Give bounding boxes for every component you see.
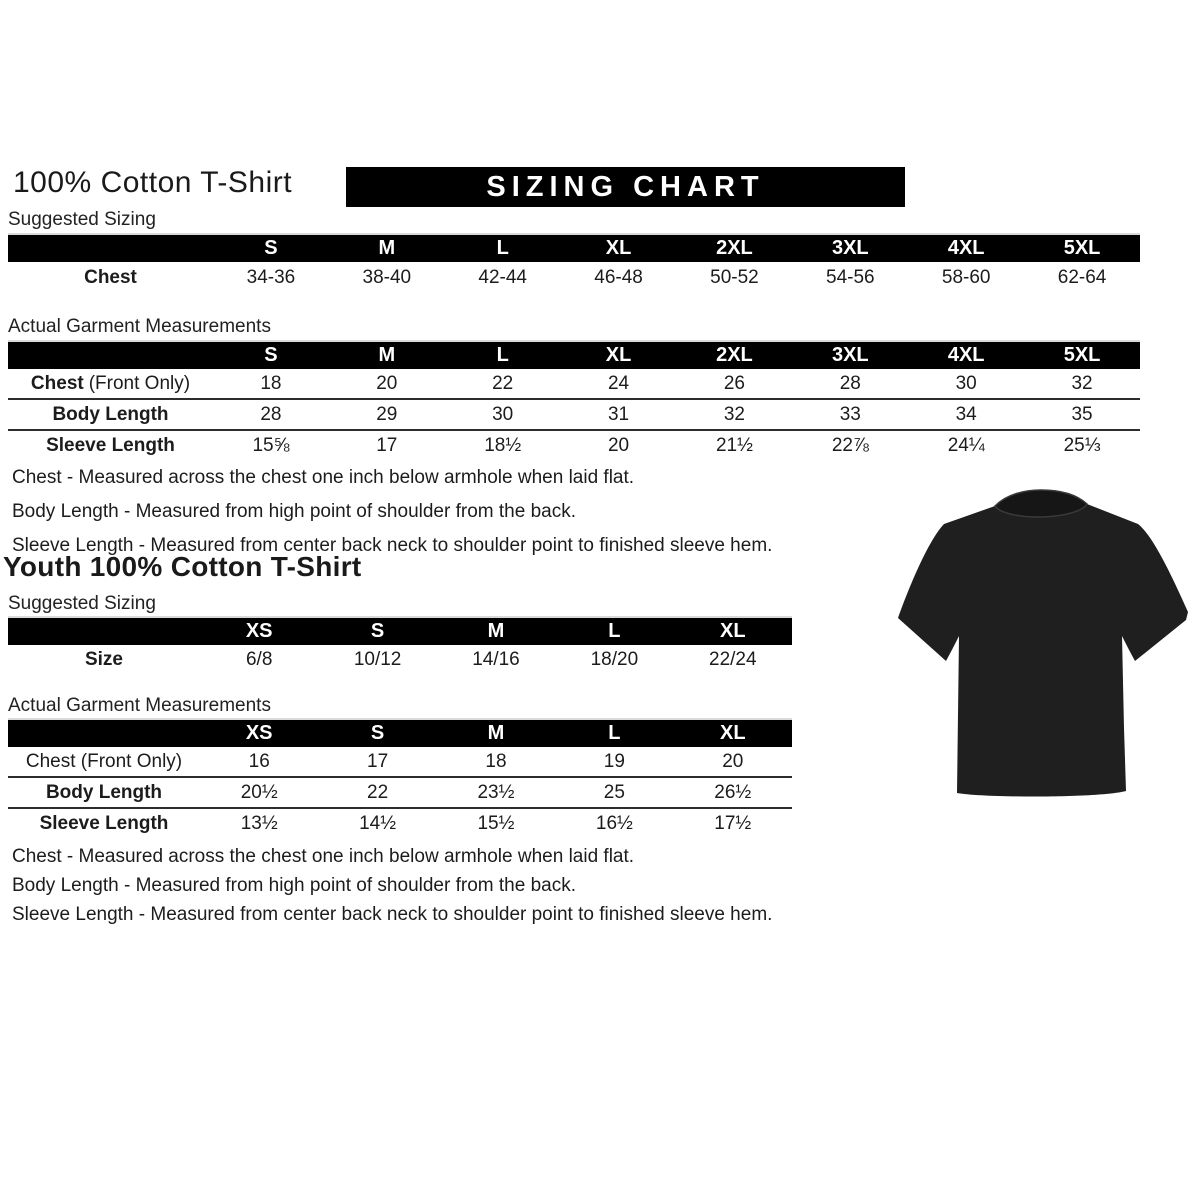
- measurement-cell: 50-52: [710, 266, 759, 288]
- size-col-header: XS: [200, 617, 318, 645]
- measurement-cell: 22: [492, 372, 514, 394]
- youth-measurement-notes: [12, 842, 772, 929]
- measurement-cell: 17: [367, 750, 389, 772]
- adult-actual-header-row: [8, 341, 1140, 369]
- measurement-cell: 20½: [200, 777, 318, 808]
- measurement-cell: 42-44: [478, 266, 527, 288]
- measurement-cell: 46-48: [594, 266, 643, 288]
- measurement-cell: 16: [248, 750, 270, 772]
- tshirt-image: [894, 488, 1192, 806]
- chest-note: Chest - Measured across the chest one inch below armhole when laid flat.: [12, 846, 635, 867]
- size-col-header: S: [213, 341, 329, 369]
- size-col-header: XL: [674, 719, 792, 747]
- measurement-cell: 30: [955, 372, 977, 394]
- measurement-cell: 25⅓: [1024, 430, 1140, 460]
- youth-actual-measurements-label: Actual Garment Measurements: [8, 695, 271, 716]
- measurement-cell: 26½: [674, 777, 792, 808]
- measurement-cell: 13½: [200, 808, 318, 838]
- measurement-cell: 29: [329, 399, 445, 430]
- row-label-suffix: (Front Only): [88, 372, 191, 394]
- size-col-header: L: [555, 617, 673, 645]
- youth-size-row: [8, 645, 792, 674]
- youth-suggested-header-row: [8, 617, 792, 645]
- size-col-header: M: [437, 617, 555, 645]
- sleeve-length-note: Sleeve Length - Measured from center back neck to shoulder point to finished sleeve hem.: [12, 904, 773, 925]
- size-col-header: 3XL: [792, 341, 908, 369]
- row-label-cell: Sleeve Length: [8, 430, 213, 460]
- measurement-cell: 14/16: [472, 648, 520, 670]
- youth-sleeve-length-row: [8, 808, 792, 838]
- size-col-header: L: [445, 341, 561, 369]
- size-col-header: XL: [561, 234, 677, 262]
- measurement-cell: 31: [561, 399, 677, 430]
- measurement-cell: 14½: [318, 808, 436, 838]
- measurement-cell: 20: [561, 430, 677, 460]
- adult-body-length-row: [8, 399, 1140, 430]
- measurement-cell: 18/20: [590, 648, 639, 670]
- adult-chest-range-row: [8, 262, 1140, 293]
- sizing-chart-banner: SIZING CHART: [346, 167, 905, 207]
- row-label-cell: Sleeve Length: [8, 808, 200, 838]
- adult-sleeve-length-row: [8, 430, 1140, 460]
- adult-chest-row: [8, 369, 1140, 399]
- sleeve-length-note: Sleeve Length - Measured from center back neck to shoulder point to finished sleeve hem.: [12, 535, 773, 556]
- header-spacer-cell: [8, 719, 200, 747]
- row-label: Chest: [30, 372, 84, 394]
- size-col-header: S: [213, 234, 329, 262]
- measurement-cell: 22: [318, 777, 436, 808]
- measurement-cell: 18: [485, 750, 507, 772]
- youth-body-length-row: [8, 777, 792, 808]
- measurement-cell: 19: [603, 750, 625, 772]
- youth-suggested-sizing-table: [8, 616, 792, 674]
- adult-actual-measurements-table: [8, 340, 1140, 460]
- row-label-cell: [8, 645, 200, 674]
- row-label-cell: Chest (Front Only): [25, 750, 183, 772]
- measurement-cell: 20: [376, 372, 398, 394]
- adult-suggested-header-row: [8, 234, 1140, 262]
- size-col-header: 4XL: [908, 341, 1024, 369]
- size-col-header: M: [329, 234, 445, 262]
- measurement-cell: 33: [792, 399, 908, 430]
- measurement-cell: 62-64: [1057, 266, 1107, 288]
- youth-suggested-sizing-label: Suggested Sizing: [8, 593, 156, 614]
- row-label: Chest: [84, 266, 137, 288]
- chest-note: Chest - Measured across the chest one inch below armhole when laid flat.: [12, 467, 635, 488]
- measurement-cell: 20: [722, 750, 744, 772]
- measurement-cell: 24¼: [908, 430, 1024, 460]
- measurement-cell: 58-60: [941, 266, 991, 288]
- youth-chest-row: [8, 747, 792, 777]
- size-col-header: 2XL: [677, 341, 793, 369]
- measurement-cell: 17: [329, 430, 445, 460]
- measurement-cell: 34: [908, 399, 1024, 430]
- measurement-cell: 34-36: [246, 266, 296, 288]
- size-col-header: 2XL: [677, 234, 793, 262]
- page-title: 100% Cotton T-Shirt: [13, 166, 293, 199]
- measurement-cell: 22/24: [709, 648, 757, 670]
- measurement-cell: 16½: [555, 808, 673, 838]
- measurement-cell: 54-56: [826, 266, 875, 288]
- size-col-header: M: [329, 341, 445, 369]
- measurement-cell: 10/12: [353, 648, 402, 670]
- adult-suggested-sizing-table: [8, 233, 1140, 293]
- adult-suggested-sizing-label: Suggested Sizing: [8, 209, 156, 230]
- measurement-cell: 25: [555, 777, 673, 808]
- measurement-cell: 24: [607, 372, 630, 394]
- measurement-cell: 35: [1024, 399, 1140, 430]
- row-label-cell: [8, 369, 213, 399]
- youth-actual-measurements-table: [8, 718, 792, 838]
- size-col-header: M: [437, 719, 555, 747]
- size-col-header: XL: [561, 341, 677, 369]
- measurement-cell: 15⅝: [213, 430, 329, 460]
- youth-actual-header-row: [8, 719, 792, 747]
- adult-measurement-notes: [12, 461, 772, 563]
- adult-actual-measurements-label: Actual Garment Measurements: [8, 316, 271, 337]
- measurement-cell: 32: [677, 399, 793, 430]
- size-col-header: 3XL: [792, 234, 908, 262]
- size-col-header: S: [318, 617, 436, 645]
- body-length-note: Body Length - Measured from high point of shoulder from the back.: [12, 875, 576, 896]
- size-col-header: S: [318, 719, 436, 747]
- row-label: Size: [84, 648, 124, 670]
- row-label-cell: Body Length: [8, 399, 213, 430]
- measurement-cell: 15½: [437, 808, 555, 838]
- header-spacer-cell: [8, 341, 213, 369]
- measurement-cell: 6/8: [245, 648, 273, 670]
- size-col-header: L: [555, 719, 673, 747]
- youth-section-title: Youth 100% Cotton T-Shirt: [3, 551, 362, 582]
- tshirt-body-shape: [898, 490, 1188, 797]
- measurement-cell: 28: [213, 399, 329, 430]
- size-col-header: 5XL: [1024, 234, 1140, 262]
- size-col-header: 5XL: [1024, 341, 1140, 369]
- measurement-cell: 23½: [437, 777, 555, 808]
- measurement-cell: 32: [1071, 372, 1093, 394]
- header-spacer-cell: [8, 234, 213, 262]
- size-col-header: XS: [200, 719, 318, 747]
- header-spacer-cell: [8, 617, 200, 645]
- measurement-cell: 38-40: [362, 266, 412, 288]
- measurement-cell: 26: [723, 372, 745, 394]
- body-length-note: Body Length - Measured from high point of shoulder from the back.: [12, 501, 576, 522]
- row-label-cell: Body Length: [8, 777, 200, 808]
- tshirt-collar-shape: [995, 490, 1087, 517]
- measurement-cell: 17½: [674, 808, 792, 838]
- measurement-cell: 18½: [445, 430, 561, 460]
- measurement-cell: 30: [445, 399, 561, 430]
- measurement-cell: 28: [839, 372, 861, 394]
- size-col-header: 4XL: [908, 234, 1024, 262]
- size-col-header: L: [445, 234, 561, 262]
- measurement-cell: 21½: [677, 430, 793, 460]
- size-col-header: XL: [674, 617, 792, 645]
- measurement-cell: 18: [260, 372, 282, 394]
- row-label-cell: [8, 262, 213, 293]
- measurement-cell: 22⅞: [792, 430, 908, 460]
- tshirt-graphic: [894, 488, 1192, 806]
